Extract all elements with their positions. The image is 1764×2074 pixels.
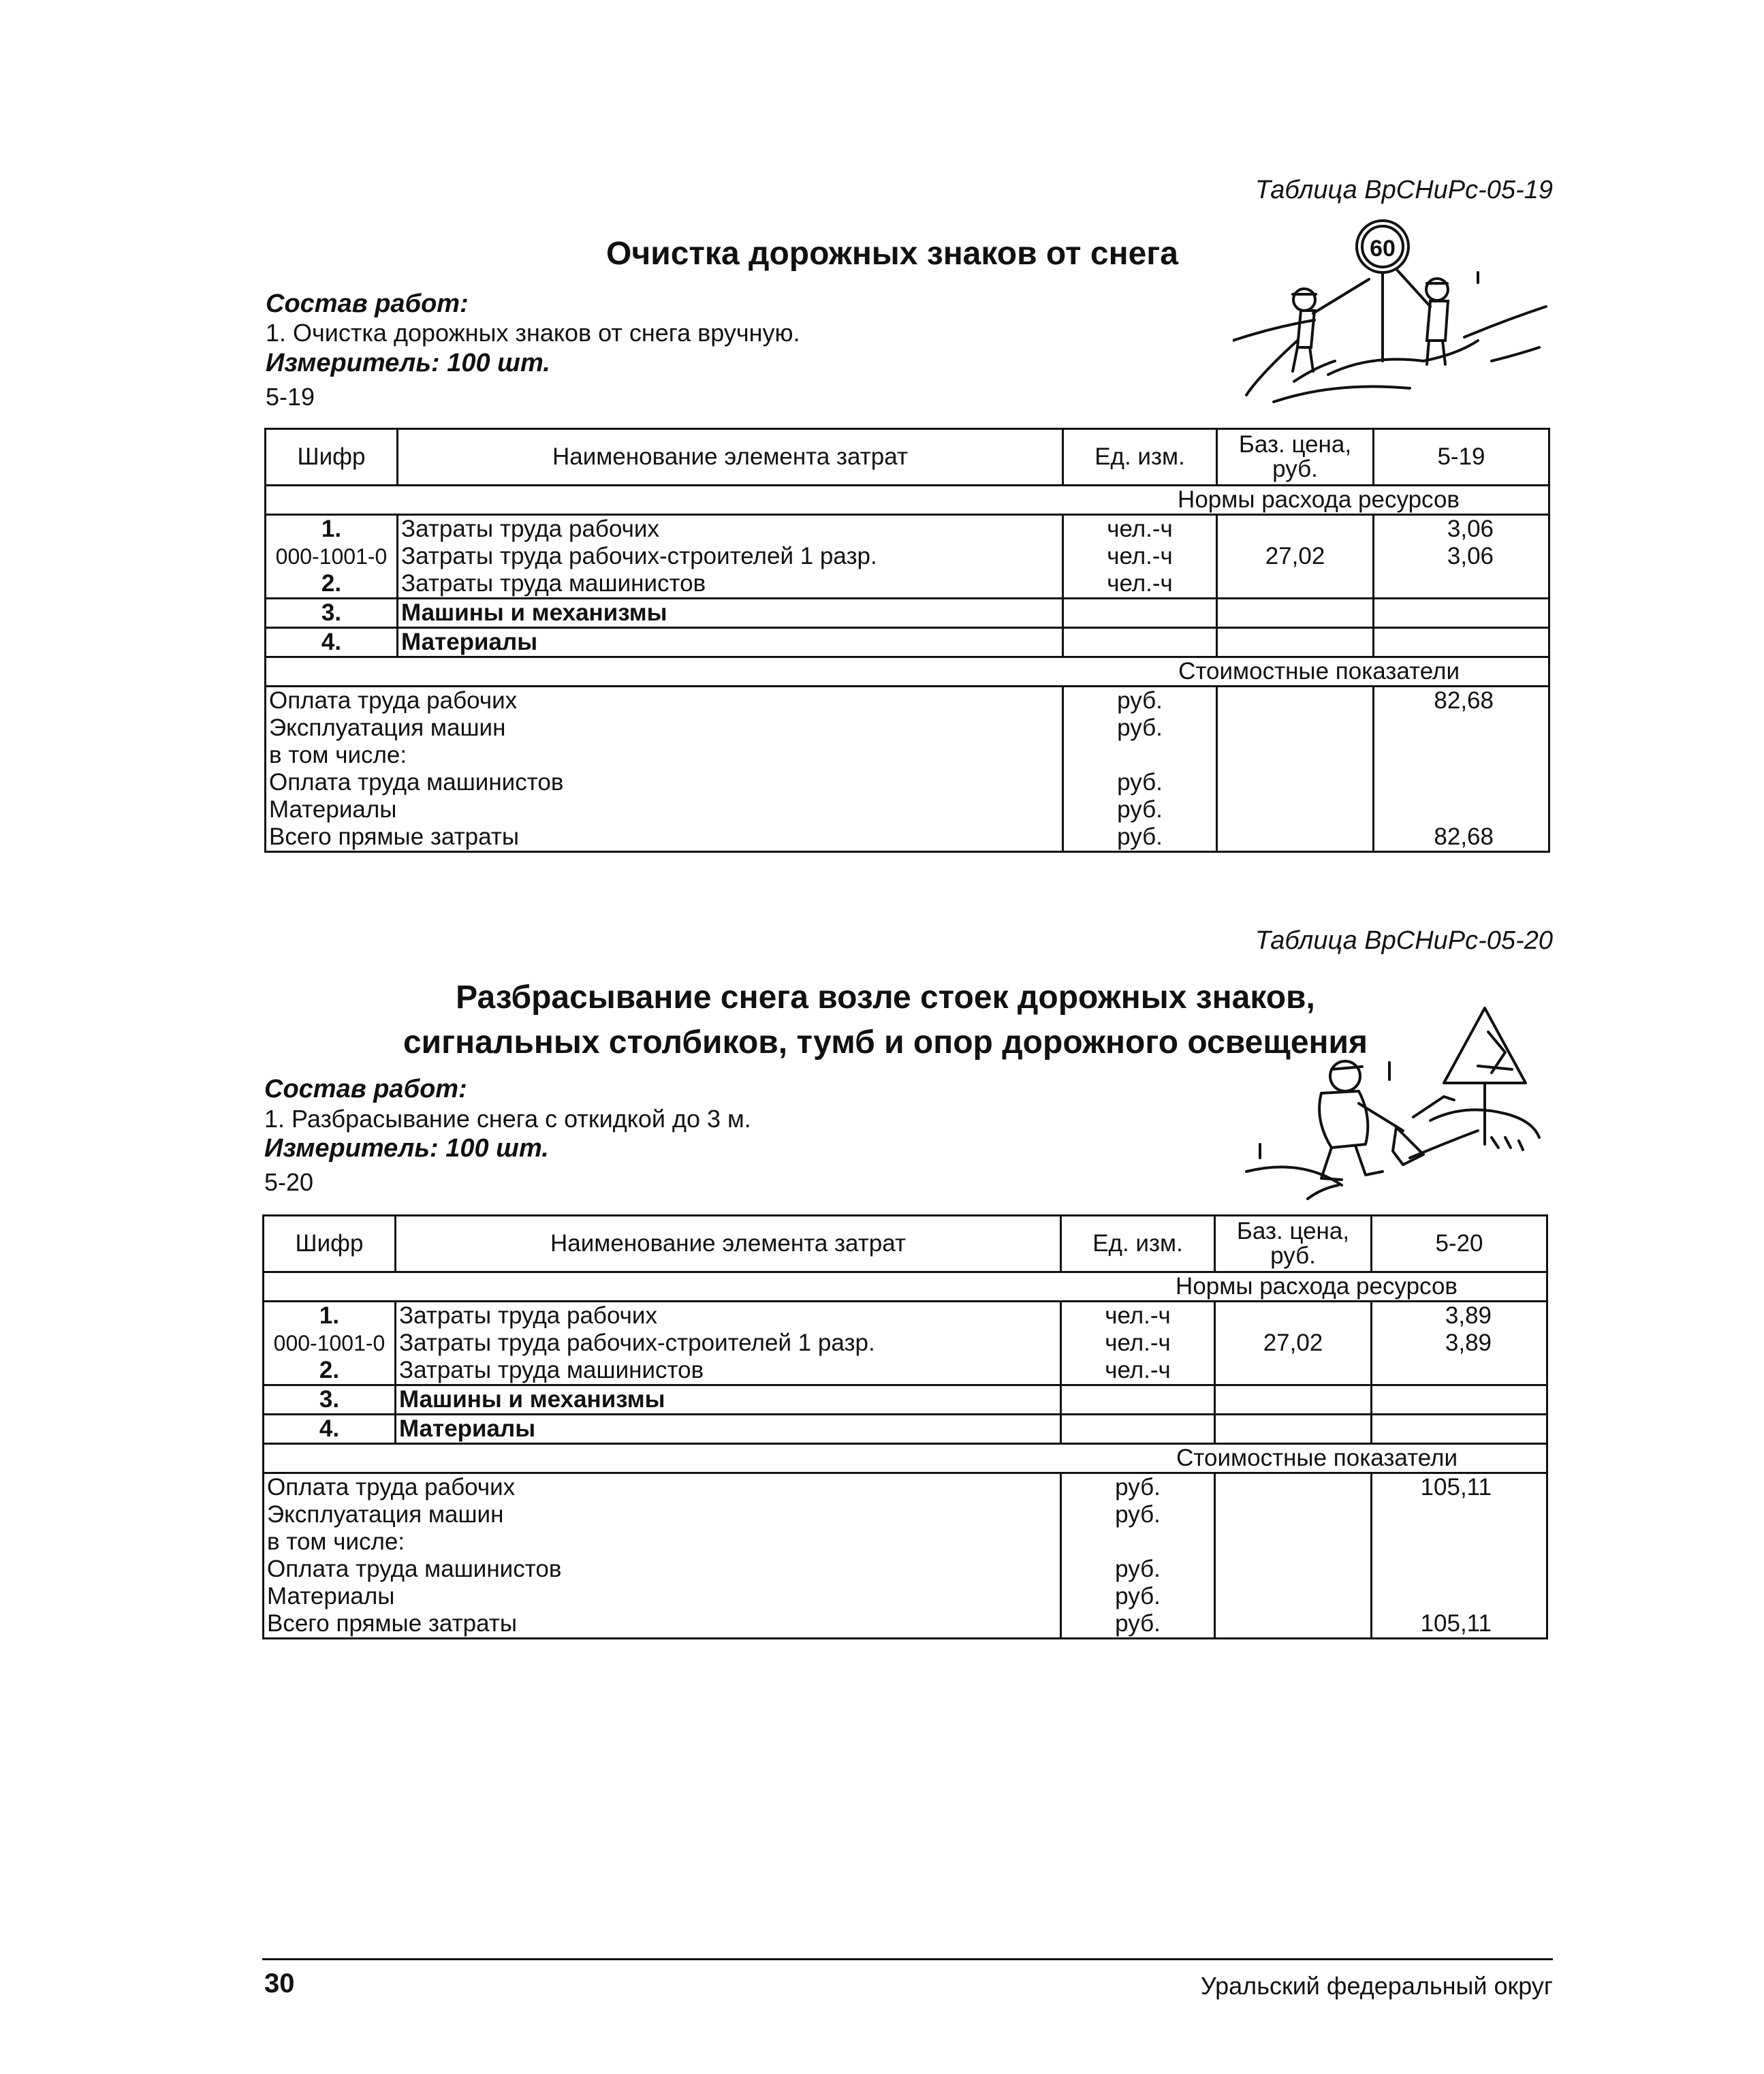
cost-value	[1374, 796, 1549, 823]
cost-name: Всего прямые затраты	[264, 1610, 1061, 1639]
resource-value	[1372, 1357, 1547, 1385]
resource-row	[266, 570, 1549, 599]
resource-value	[1374, 628, 1549, 657]
resource-name: Затраты труда рабочих-строителей 1 разр.	[398, 543, 1063, 570]
norms-row	[266, 486, 1549, 515]
resource-price	[1215, 1302, 1372, 1330]
cost-value	[1374, 742, 1549, 769]
norms-label: Нормы расхода ресурсов	[264, 1272, 1547, 1302]
resource-row	[264, 1385, 1547, 1415]
cost-unit: руб.	[1063, 823, 1217, 852]
resource-price	[1215, 1415, 1372, 1444]
resource-code: 2.	[266, 570, 398, 599]
resource-name: Затраты труда рабочих-строителей 1 разр.	[396, 1330, 1061, 1357]
table-header-row	[266, 429, 1549, 486]
cost-row	[264, 1473, 1547, 1502]
cost-name: Эксплуатация машин	[264, 1501, 1061, 1528]
resource-name: Затраты труда рабочих	[396, 1302, 1061, 1330]
cost-value	[1372, 1528, 1547, 1556]
cost-price	[1217, 796, 1374, 823]
norms-row	[264, 1272, 1547, 1302]
cost-indicators-row	[266, 657, 1549, 687]
cost-unit: руб.	[1061, 1556, 1215, 1583]
table-code: 5-20	[264, 1168, 314, 1196]
resource-name: Машины и механизмы	[398, 599, 1063, 628]
cost-row	[266, 687, 1549, 715]
header-unit: Ед. изм.	[1061, 1216, 1215, 1272]
resource-row	[264, 1330, 1547, 1357]
cost-row	[266, 796, 1549, 823]
measure-label: Измеритель:	[266, 349, 440, 377]
measure-line	[266, 349, 550, 378]
resource-value: 3,06	[1374, 543, 1549, 570]
measure-label: Измеритель:	[264, 1134, 439, 1163]
worker-shoveling-illustration	[1219, 1001, 1546, 1206]
measure-line	[264, 1134, 549, 1163]
resource-code: 1.	[264, 1302, 396, 1330]
resource-value	[1372, 1385, 1547, 1415]
cost-unit: руб.	[1063, 796, 1217, 823]
resource-code: 4.	[264, 1415, 396, 1444]
workers-cleaning-sign-illustration	[1233, 218, 1560, 415]
resource-unit: чел.-ч	[1063, 543, 1217, 570]
cost-value	[1374, 714, 1549, 742]
cost-row	[264, 1501, 1547, 1528]
cost-unit: руб.	[1063, 769, 1217, 796]
header-unit: Ед. изм.	[1063, 429, 1217, 486]
resource-value	[1374, 570, 1549, 599]
header-code: Шифр	[266, 429, 398, 486]
cost-price	[1215, 1501, 1372, 1528]
cost-indicators-row	[264, 1444, 1547, 1473]
resource-row	[264, 1302, 1547, 1330]
resource-price	[1215, 1357, 1372, 1385]
footer-divider	[262, 1958, 1553, 1960]
resource-unit: чел.-ч	[1061, 1357, 1215, 1385]
cost-name: Оплата труда машинистов	[266, 769, 1063, 796]
cost-value	[1372, 1501, 1547, 1528]
resource-name: Затраты труда машинистов	[398, 570, 1063, 599]
resource-unit: чел.-ч	[1061, 1330, 1215, 1357]
header-col: 5-19	[1374, 429, 1549, 486]
cost-name: Материалы	[264, 1583, 1061, 1610]
section-title-line: Разбрасывание снега возле стоек дорожных знаков,	[456, 979, 1315, 1016]
cost-price	[1215, 1556, 1372, 1583]
cost-unit: руб.	[1061, 1610, 1215, 1639]
cost-price	[1215, 1473, 1372, 1502]
cost-unit	[1063, 742, 1217, 769]
resource-price: 27,02	[1215, 1330, 1372, 1357]
header-name: Наименование элемента затрат	[398, 429, 1063, 486]
resource-name: Машины и механизмы	[396, 1385, 1061, 1415]
table-header-row	[264, 1216, 1547, 1272]
resource-value: 3,06	[1374, 515, 1549, 544]
cost-unit: руб.	[1061, 1501, 1215, 1528]
measure-value: 100 шт.	[445, 1134, 549, 1163]
cost-name: в том числе:	[266, 742, 1063, 769]
cost-table	[262, 1214, 1548, 1639]
cost-row	[266, 823, 1549, 852]
section-title: Очистка дорожных знаков от снега	[606, 236, 1178, 272]
cost-table	[264, 428, 1550, 853]
resource-unit	[1063, 599, 1217, 628]
cost-price	[1217, 742, 1374, 769]
header-price: Баз. цена, руб.	[1217, 429, 1374, 486]
composition-text: 1. Разбрасывание снега с откидкой до 3 м.	[264, 1105, 751, 1133]
cost-name: Эксплуатация машин	[266, 714, 1063, 742]
resource-value: 3,89	[1372, 1302, 1547, 1330]
cost-name: в том числе:	[264, 1528, 1061, 1556]
resource-price	[1217, 570, 1374, 599]
cost-value	[1372, 1556, 1547, 1583]
cost-row	[266, 714, 1549, 742]
resource-code: 000-1001-0	[264, 1330, 396, 1357]
resource-row	[266, 543, 1549, 570]
page-number: 30	[264, 1968, 295, 1998]
cost-row	[264, 1583, 1547, 1610]
cost-price	[1215, 1610, 1372, 1639]
resource-unit	[1063, 628, 1217, 657]
resource-price	[1217, 599, 1374, 628]
cost-value: 82,68	[1374, 823, 1549, 852]
composition-label: Состав работ:	[266, 289, 469, 318]
speed-sign-text: 60	[1370, 236, 1396, 262]
resource-unit: чел.-ч	[1063, 570, 1217, 599]
cost-name: Оплата труда машинистов	[264, 1556, 1061, 1583]
resource-row	[266, 515, 1549, 544]
cost-row	[264, 1610, 1547, 1639]
resource-unit: чел.-ч	[1063, 515, 1217, 544]
resource-code: 1.	[266, 515, 398, 544]
resource-code: 4.	[266, 628, 398, 657]
cost-price	[1215, 1583, 1372, 1610]
cost-value	[1374, 769, 1549, 796]
header-name: Наименование элемента затрат	[396, 1216, 1061, 1272]
cost-unit: руб.	[1061, 1583, 1215, 1610]
footer-district: Уральский федеральный округ	[1200, 1972, 1553, 2000]
cost-unit: руб.	[1063, 714, 1217, 742]
composition-label: Состав работ:	[264, 1075, 467, 1103]
cost-row	[266, 769, 1549, 796]
resource-code: 000-1001-0	[266, 543, 398, 570]
cost-name: Всего прямые затраты	[266, 823, 1063, 852]
cost-price	[1217, 714, 1374, 742]
cost-name: Материалы	[266, 796, 1063, 823]
resource-row	[264, 1415, 1547, 1444]
cost-value: 82,68	[1374, 687, 1549, 715]
cost-label: Стоимостные показатели	[264, 1444, 1547, 1473]
resource-name: Материалы	[398, 628, 1063, 657]
cost-unit: руб.	[1063, 687, 1217, 715]
cost-value: 105,11	[1372, 1473, 1547, 1502]
cost-name: Оплата труда рабочих	[266, 687, 1063, 715]
resource-row	[264, 1357, 1547, 1385]
cost-price	[1217, 823, 1374, 852]
resource-value	[1372, 1415, 1547, 1444]
resource-price: 27,02	[1217, 543, 1374, 570]
resource-unit	[1061, 1415, 1215, 1444]
cost-unit	[1061, 1528, 1215, 1556]
composition-text: 1. Очистка дорожных знаков от снега вручную.	[266, 319, 800, 347]
norms-label: Нормы расхода ресурсов	[266, 486, 1549, 515]
table-caption: Таблица ВрСНиРс-05-20	[1255, 926, 1553, 955]
measure-value: 100 шт.	[447, 349, 550, 377]
resource-price	[1217, 628, 1374, 657]
table-code: 5-19	[266, 383, 315, 411]
header-col: 5-20	[1372, 1216, 1547, 1272]
cost-price	[1217, 769, 1374, 796]
resource-price	[1217, 515, 1374, 544]
cost-label: Стоимостные показатели	[266, 657, 1549, 687]
cost-value	[1372, 1583, 1547, 1610]
cost-unit: руб.	[1061, 1473, 1215, 1502]
cost-row	[264, 1528, 1547, 1556]
header-code: Шифр	[264, 1216, 396, 1272]
resource-code: 3.	[266, 599, 398, 628]
cost-price	[1215, 1528, 1372, 1556]
resource-unit	[1061, 1385, 1215, 1415]
resource-value	[1374, 599, 1549, 628]
cost-row	[264, 1556, 1547, 1583]
header-price: Баз. цена, руб.	[1215, 1216, 1372, 1272]
cost-row	[266, 742, 1549, 769]
resource-name: Материалы	[396, 1415, 1061, 1444]
cost-value: 105,11	[1372, 1610, 1547, 1639]
cost-price	[1217, 687, 1374, 715]
resource-value: 3,89	[1372, 1330, 1547, 1357]
resource-price	[1215, 1385, 1372, 1415]
resource-unit: чел.-ч	[1061, 1302, 1215, 1330]
resource-code: 3.	[264, 1385, 396, 1415]
resource-row	[266, 628, 1549, 657]
cost-name: Оплата труда рабочих	[264, 1473, 1061, 1502]
road-work-sign-icon	[1444, 1008, 1526, 1083]
resource-code: 2.	[264, 1357, 396, 1385]
resource-row	[266, 599, 1549, 628]
section-title-line: сигнальных столбиков, тумб и опор дорожного освещения	[403, 1024, 1368, 1060]
resource-name: Затраты труда машинистов	[396, 1357, 1061, 1385]
table-caption: Таблица ВрСНиРс-05-19	[1255, 176, 1553, 204]
resource-name: Затраты труда рабочих	[398, 515, 1063, 544]
